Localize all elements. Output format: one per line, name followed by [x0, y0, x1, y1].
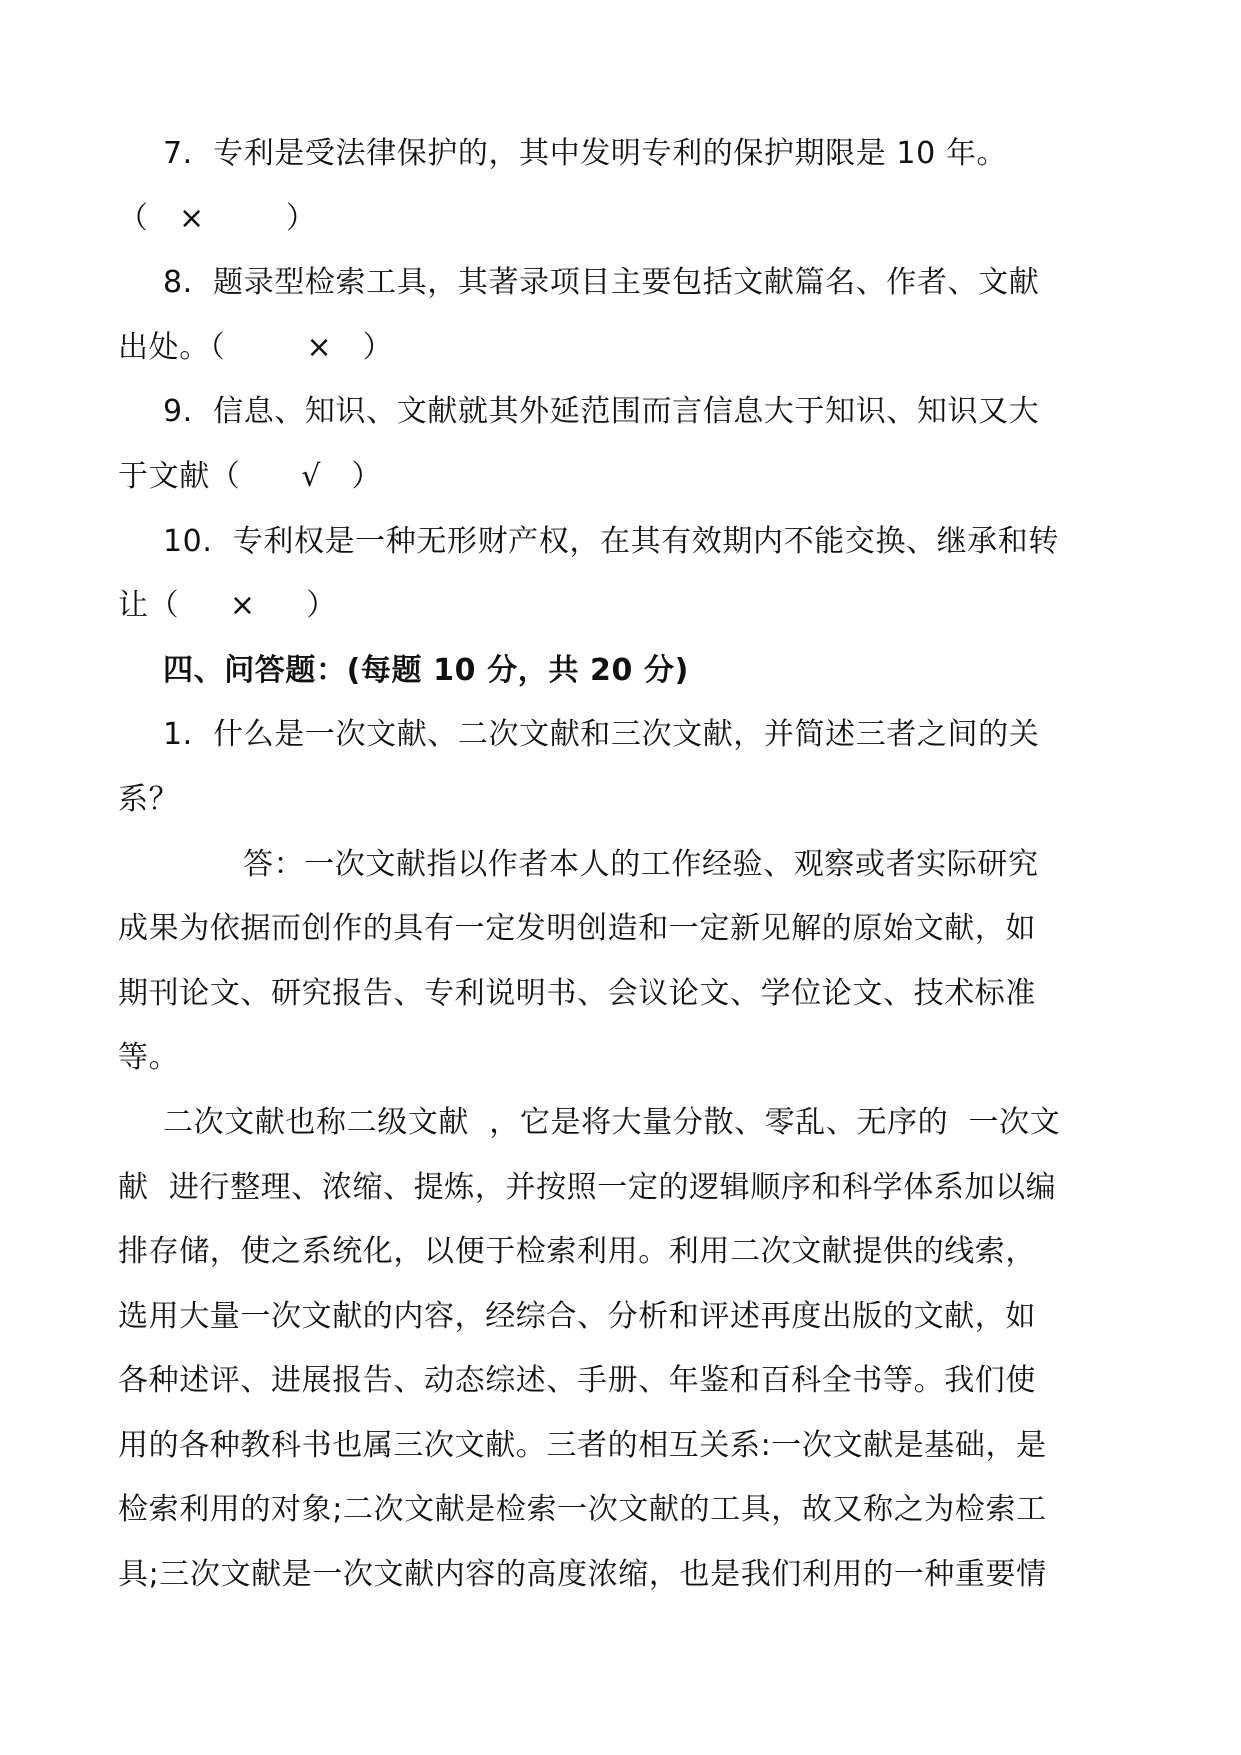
- answer-paragraph-2-line-1: 二次文献也称二级文献 ，它是将大量分散、零乱、无序的 一次文: [163, 1104, 1061, 1140]
- qa-question-1-line-2: 系？: [118, 781, 180, 817]
- answer-paragraph-2-line-4: 选用大量一次文献的内容，经综合、分析和评述再度出版的文献，如: [118, 1298, 1036, 1334]
- section-heading: 四、问答题：(每题 10 分，共 20 分): [163, 652, 689, 688]
- question-9-line-1: 9. 信息、知识、文献就其外延范围而言信息大于知识、知识又大: [163, 394, 1040, 430]
- qa-question-1-line-1: 1. 什么是一次文献、二次文献和三次文献，并简述三者之间的关: [163, 717, 1040, 753]
- question-8-line-2: 出处。（ × ）: [118, 329, 394, 365]
- question-10-line-2: 让（ × ）: [118, 588, 337, 624]
- answer-paragraph-2-line-2: 献 进行整理、浓缩、提炼，并按照一定的逻辑顺序和科学体系加以编: [118, 1169, 1057, 1205]
- question-9-line-2: 于文献（ √ ）: [118, 458, 382, 494]
- answer-paragraph-2-line-7: 检索利用的对象;二次文献是检索一次文献的工具，故又称之为检索工: [118, 1492, 1047, 1528]
- question-7-line-2: （ × ）: [118, 200, 317, 236]
- answer-line-2: 成果为依据而创作的具有一定发明创造和一定新见解的原始文献，如: [118, 911, 1036, 947]
- answer-paragraph-2-line-3: 排存储，使之系统化，以便于检索利用。利用二次文献提供的线索，: [118, 1234, 1036, 1270]
- answer-paragraph-2-line-8: 具;三次文献是一次文献内容的高度浓缩，也是我们利用的一种重要情: [118, 1557, 1047, 1593]
- document-page: [118, 122, 1128, 1608]
- answer-paragraph-2-line-6: 用的各种教科书也属三次文献。三者的相互关系:一次文献是基础，是: [118, 1427, 1047, 1463]
- answer-line-4: 等。: [118, 1040, 180, 1076]
- question-7-line-1: 7. 专利是受法律保护的，其中发明专利的保护期限是 10 年。: [163, 136, 1008, 171]
- question-8-line-1: 8. 题录型检索工具，其著录项目主要包括文献篇名、作者、文献: [163, 265, 1040, 301]
- answer-line-3: 期刊论文、研究报告、专利说明书、会议论文、学位论文、技术标准: [118, 975, 1036, 1011]
- answer-line-1: 答：一次文献指以作者本人的工作经验、观察或者实际研究: [243, 846, 1039, 882]
- answer-paragraph-2-line-5: 各种述评、进展报告、动态综述、手册、年鉴和百科全书等。我们使: [118, 1363, 1036, 1399]
- question-10-line-1: 10. 专利权是一种无形财产权，在其有效期内不能交换、继承和转: [163, 523, 1059, 559]
